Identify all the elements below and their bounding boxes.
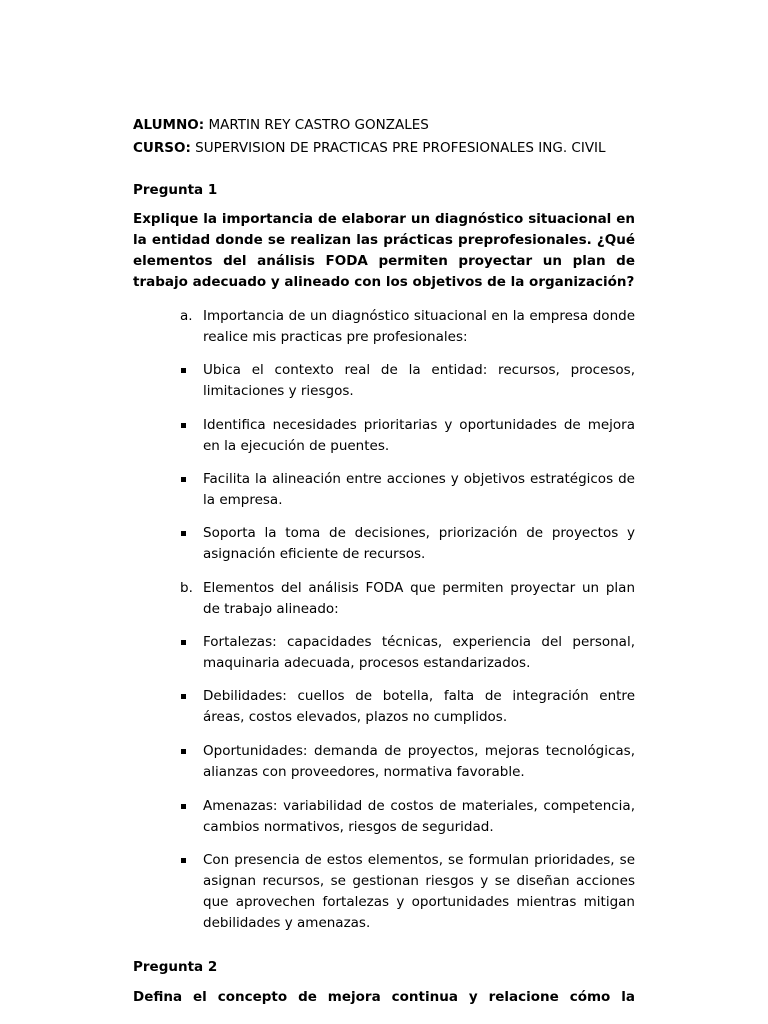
bullet-text: Oportunidades: demanda de proyectos, mejoras tecnológicas, alianzas con proveedores, normativa favorable. <box>203 743 635 780</box>
bullet-square-icon <box>181 423 186 428</box>
section-a <box>180 306 635 348</box>
section-b <box>180 578 635 620</box>
course-label: CURSO: <box>133 140 191 156</box>
bullet-square-icon <box>181 477 186 482</box>
bullet-square-icon <box>181 804 186 809</box>
student-label: ALUMNO: <box>133 117 205 133</box>
bullet-text: Con presencia de estos elementos, se formulan prioridades, se asignan recursos, se gestionan riesgos y se diseñan acciones que aprovechen fortalezas y oportunidades mientras mitigan debilidades y amenazas. <box>203 852 635 931</box>
question-2-prompt: Defina el concepto de mejora continua y relacione cómo la <box>133 989 635 1005</box>
section-a-marker: a. <box>180 308 193 324</box>
bullet-text: Soporta la toma de decisiones, priorización de proyectos y asignación eficiente de recursos. <box>203 525 635 562</box>
student-line <box>133 115 429 135</box>
bullet-square-icon <box>181 368 186 373</box>
bullet-item <box>180 850 635 934</box>
bullet-item <box>180 632 635 674</box>
bullet-text: Amenazas: variabilidad de costos de materiales, competencia, cambios normativos, riesgos de seguridad. <box>203 798 635 835</box>
section-b-marker: b. <box>180 580 193 596</box>
course-line <box>133 138 606 158</box>
bullet-text: Ubica el contexto real de la entidad: recursos, procesos, limitaciones y riesgos. <box>203 362 635 399</box>
bullet-square-icon <box>181 531 186 536</box>
bullet-item <box>180 741 635 783</box>
student-name: MARTIN REY CASTRO GONZALES <box>208 117 429 133</box>
question-1-title: Pregunta 1 <box>133 182 218 198</box>
bullet-text: Identifica necesidades prioritarias y oportunidades de mejora en la ejecución de puentes. <box>203 417 635 454</box>
bullet-item <box>180 360 635 402</box>
bullet-item <box>180 686 635 728</box>
section-a-text: Importancia de un diagnóstico situacional en la empresa donde realice mis practicas pre profesionales: <box>203 308 635 345</box>
bullet-item <box>180 796 635 838</box>
bullet-square-icon <box>181 858 186 863</box>
course-name: SUPERVISION DE PRACTICAS PRE PROFESIONALES ING. CIVIL <box>195 140 606 156</box>
question-2-title: Pregunta 2 <box>133 959 218 975</box>
section-b-text: Elementos del análisis FODA que permiten proyectar un plan de trabajo alineado: <box>203 580 635 617</box>
question-1-prompt: Explique la importancia de elaborar un diagnóstico situacional en la entidad donde se realizan las prácticas preprofesionales. ¿Qué elementos del análisis FODA permiten proyectar un plan de trabajo adecuado y alineado con los objetivos de la organización? <box>133 211 635 290</box>
bullet-square-icon <box>181 749 186 754</box>
bullet-text: Fortalezas: capacidades técnicas, experiencia del personal, maquinaria adecuada, procesos estandarizados. <box>203 634 635 671</box>
bullet-square-icon <box>181 640 186 645</box>
bullet-item <box>180 415 635 457</box>
bullet-text: Debilidades: cuellos de botella, falta de integración entre áreas, costos elevados, plazos no cumplidos. <box>203 688 635 725</box>
bullet-square-icon <box>181 694 186 699</box>
bullet-item <box>180 469 635 511</box>
bullet-text: Facilita la alineación entre acciones y objetivos estratégicos de la empresa. <box>203 471 635 508</box>
bullet-item <box>180 523 635 565</box>
